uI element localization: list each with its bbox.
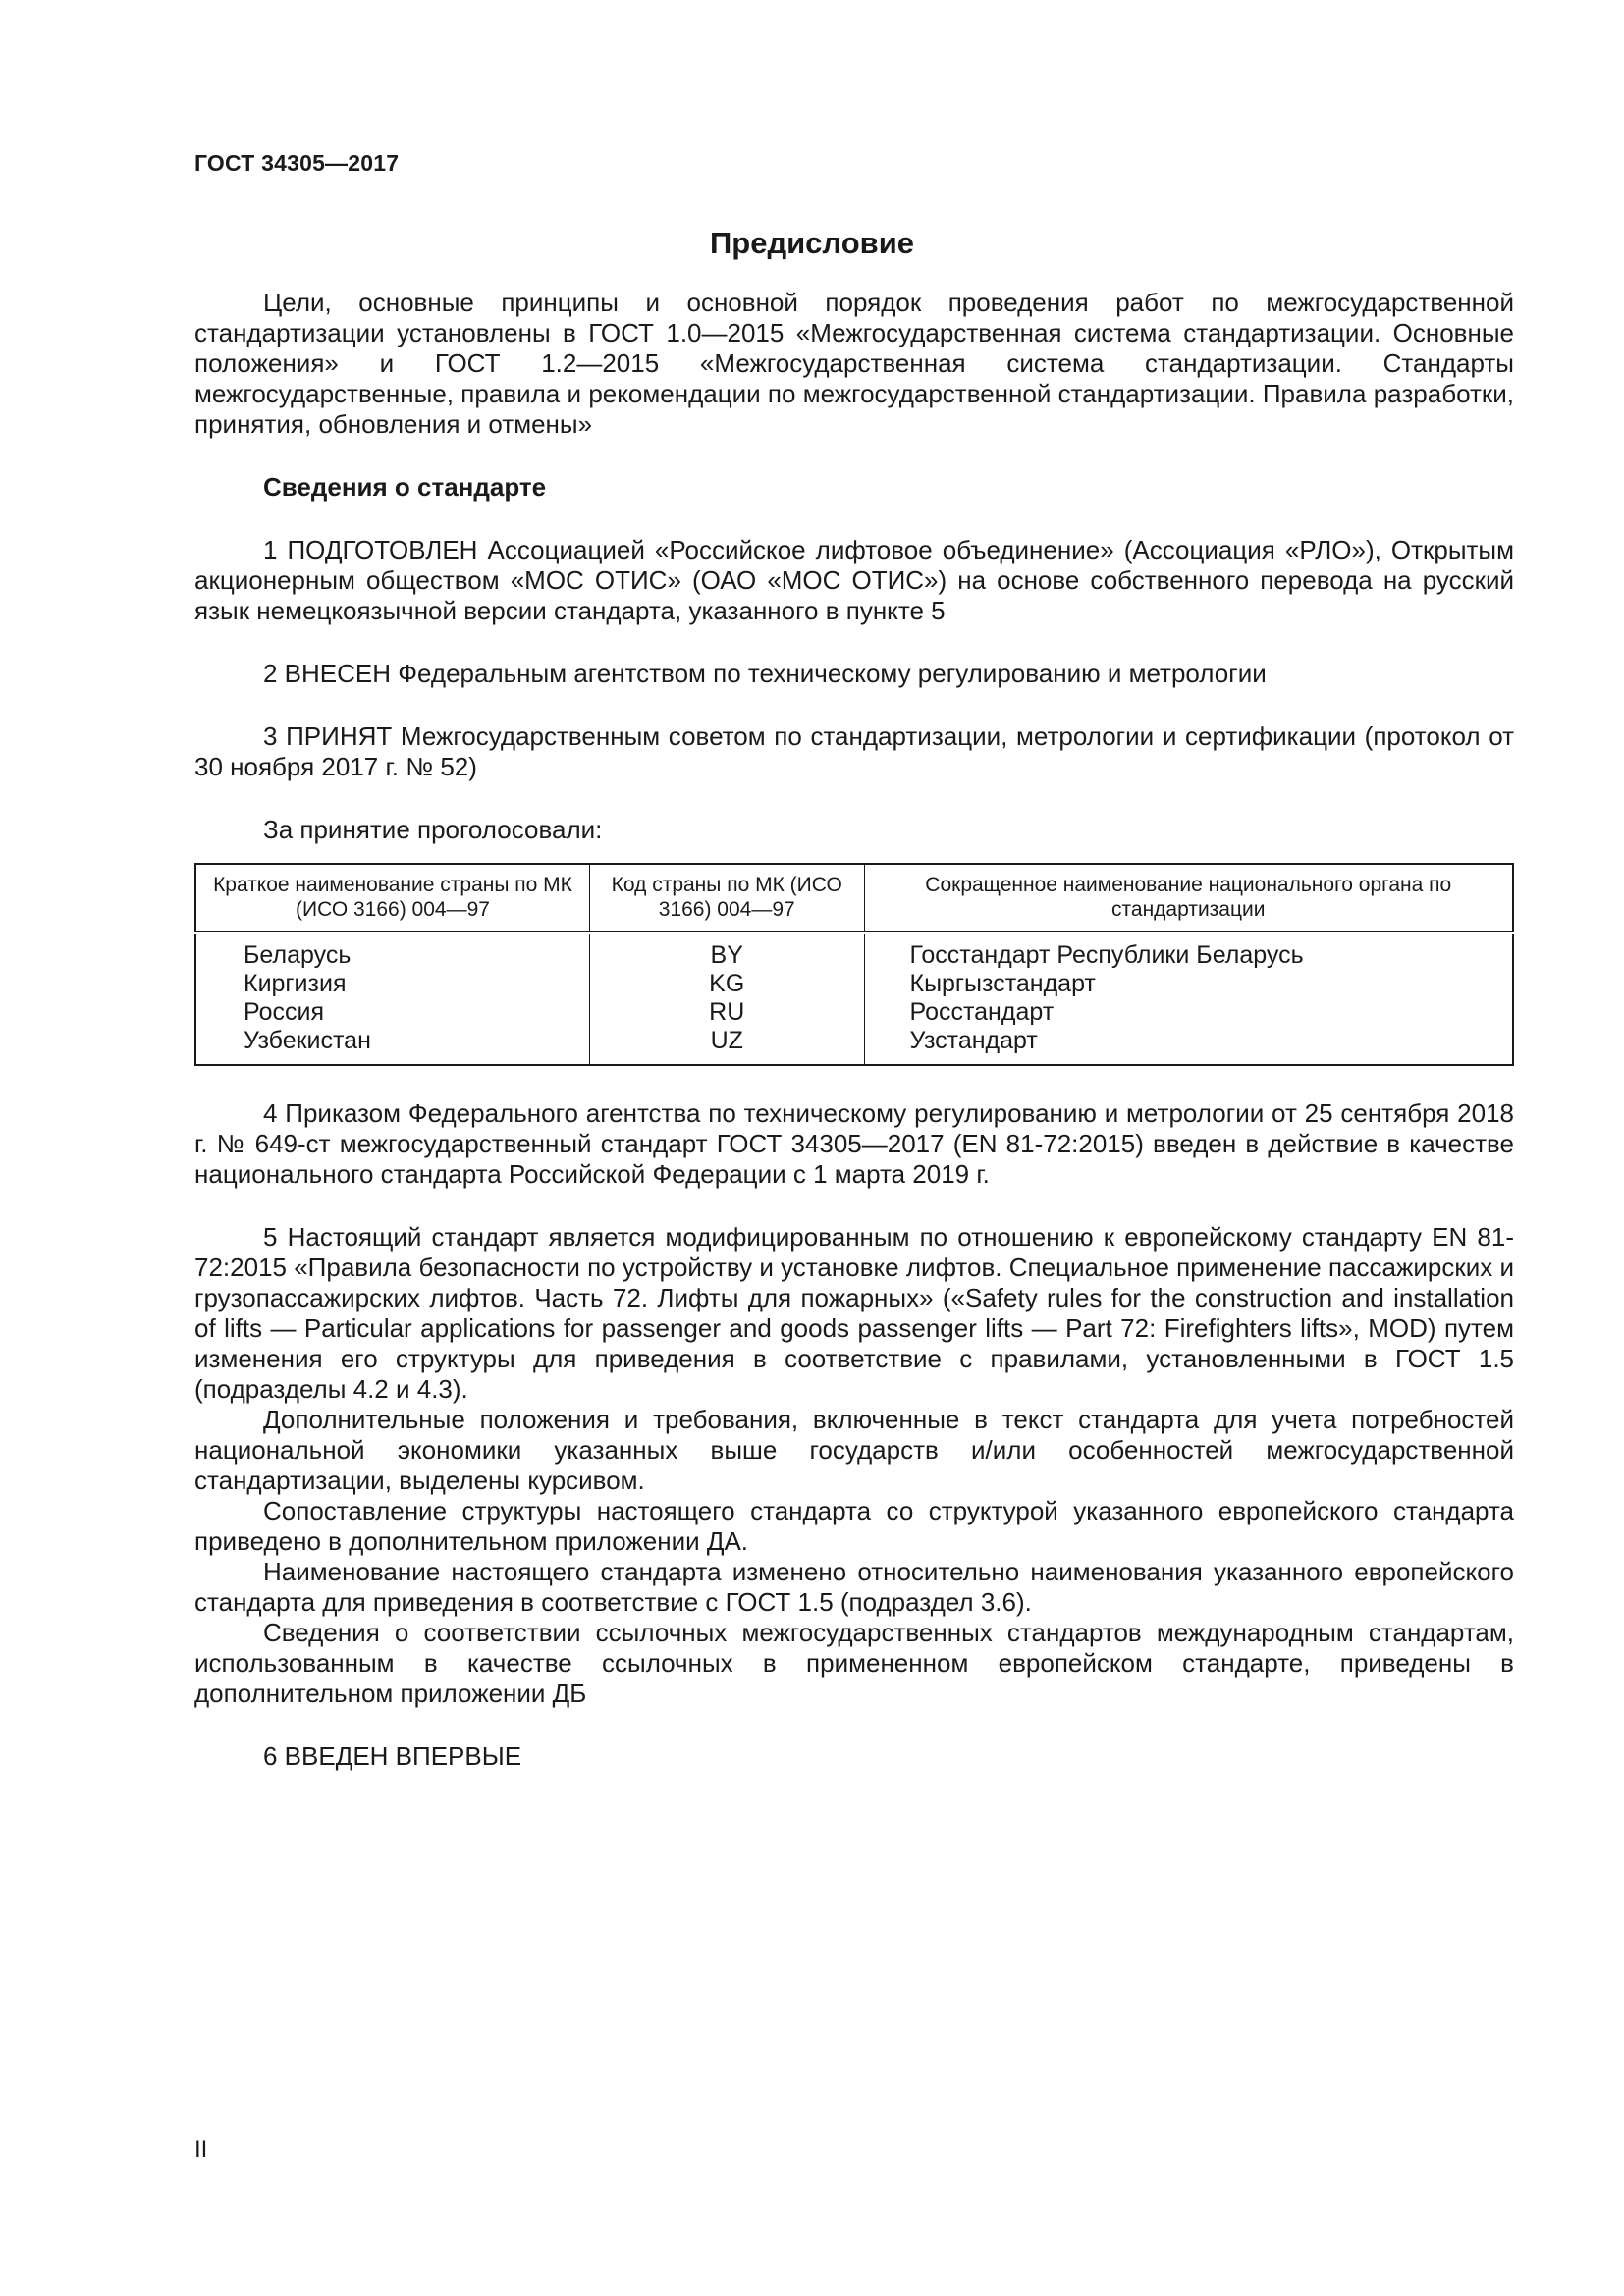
foreword-body <box>194 288 1514 1772</box>
item-4-paragraph: 4 Приказом Федерального агентства по техническому регулированию и метрологии от 25 сентября 2018 г. № 649-ст межгосударственный стандарт ГОСТ 34305—2017 (EN 81-72:2015) введен в действие в качестве национального стандарта Российской Федерации с 1 марта 2019 г. <box>194 1098 1514 1189</box>
table-row <box>195 933 1513 970</box>
country-code-cell: UZ <box>589 1027 864 1065</box>
item-3-paragraph: 3 ПРИНЯТ Межгосударственным советом по стандартизации, метрологии и сертификации (протокол от 30 ноября 2017 г. № 52) <box>194 721 1514 781</box>
country-name-cell: Узбекистан <box>195 1027 589 1065</box>
item-5-continuation: Сопоставление структуры настоящего стандарта со структурой указанного европейского стандарта приведено в дополнительном приложении ДА. <box>194 1496 1514 1556</box>
table-header-row <box>195 864 1513 933</box>
item-5-continuation: Наименование настоящего стандарта изменено относительно наименования указанного европейского стандарта для приведения в соответствие с ГОСТ 1.5 (подраздел 3.6). <box>194 1557 1514 1617</box>
page-number: II <box>194 2136 208 2163</box>
column-header-code: Код страны по МК (ИСО 3166) 004—97 <box>589 864 864 933</box>
standards-body-cell: Кыргызстандарт <box>909 970 1096 997</box>
intro-paragraph: Цели, основные принципы и основной порядок проведения работ по межгосударственной стандартизации установлены в ГОСТ 1.0—2015 «Межгосударственная система стандартизации. Основные положения» и ГОСТ 1.2—2015 «Межгосударственная система стандартизации. Стандарты межгосударственные, правила и рекомендации по межгосударственной стандартизации. Правила разработки, принятия, обновления и отмены» <box>194 288 1514 439</box>
voting-table <box>194 863 1514 1066</box>
item-5-continuation: Сведения о соответствии ссылочных межгосударственных стандартов международным стандартам, использованным в качестве ссылочных в примененном европейском стандарте, приведены в дополнительном приложении ДБ <box>194 1618 1514 1708</box>
standards-body-cell: Росстандарт <box>909 998 1055 1026</box>
item-1-paragraph: 1 ПОДГОТОВЛЕН Ассоциацией «Российское лифтовое объединение» (Ассоциация «РЛО»), Открытым акционерным обществом «МОС ОТИС» (ОАО «МОС ОТИС») на основе собственного перевода на русский язык немецкоязычной версии стандарта, указанного в пункте 5 <box>194 535 1514 625</box>
item-5-continuation: Дополнительные положения и требования, включенные в текст стандарта для учета потребностей национальной экономики указанных выше государств и/или особенностей межгосударственной стандартизации, выделены курсивом. <box>194 1405 1514 1495</box>
table-row <box>195 970 1513 998</box>
document-code-header: ГОСТ 34305—2017 <box>194 150 400 176</box>
standards-body-cell: Узстандарт <box>909 1027 1038 1054</box>
vote-label: За принятие проголосовали: <box>263 815 603 844</box>
standards-body-cell: Госстандарт Республики Беларусь <box>909 941 1304 969</box>
country-name-cell: Беларусь <box>195 933 589 970</box>
page-title: Предисловие <box>709 226 914 260</box>
country-name-cell: Россия <box>195 998 589 1027</box>
country-name-cell: Киргизия <box>195 970 589 998</box>
country-code-cell: RU <box>589 998 864 1027</box>
country-code-cell: BY <box>589 933 864 970</box>
item-5-paragraph: 5 Настоящий стандарт является модифицированным по отношению к европейскому стандарту EN 81-72:2015 «Правила безопасности по устройству и установке лифтов. Специальное применение пассажирских и грузопассажирских лифтов. Часть 72. Лифты для пожарных» («Safety rules for the construction and installation of lifts — Particular applications for passenger and goods passenger lifts — Part 72: Firefighters lifts», MOD) путем изменения его структуры для приведения в соответствие с правилами, установленными в ГОСТ 1.5 (подразделы 4.2 и 4.3). <box>194 1222 1514 1404</box>
item-6-paragraph: 6 ВВЕДЕН ВПЕРВЫЕ <box>263 1741 522 1771</box>
country-code-cell: KG <box>589 970 864 998</box>
item-2-paragraph: 2 ВНЕСЕН Федеральным агентством по техническому регулированию и метрологии <box>263 659 1267 688</box>
column-header-body: Сокращенное наименование национального органа по стандартизации <box>864 864 1513 933</box>
table-row <box>195 1027 1513 1065</box>
column-header-country: Краткое наименование страны по МК (ИСО 3166) 004—97 <box>195 864 589 933</box>
table-row <box>195 998 1513 1027</box>
section-heading: Сведения о стандарте <box>263 472 547 502</box>
